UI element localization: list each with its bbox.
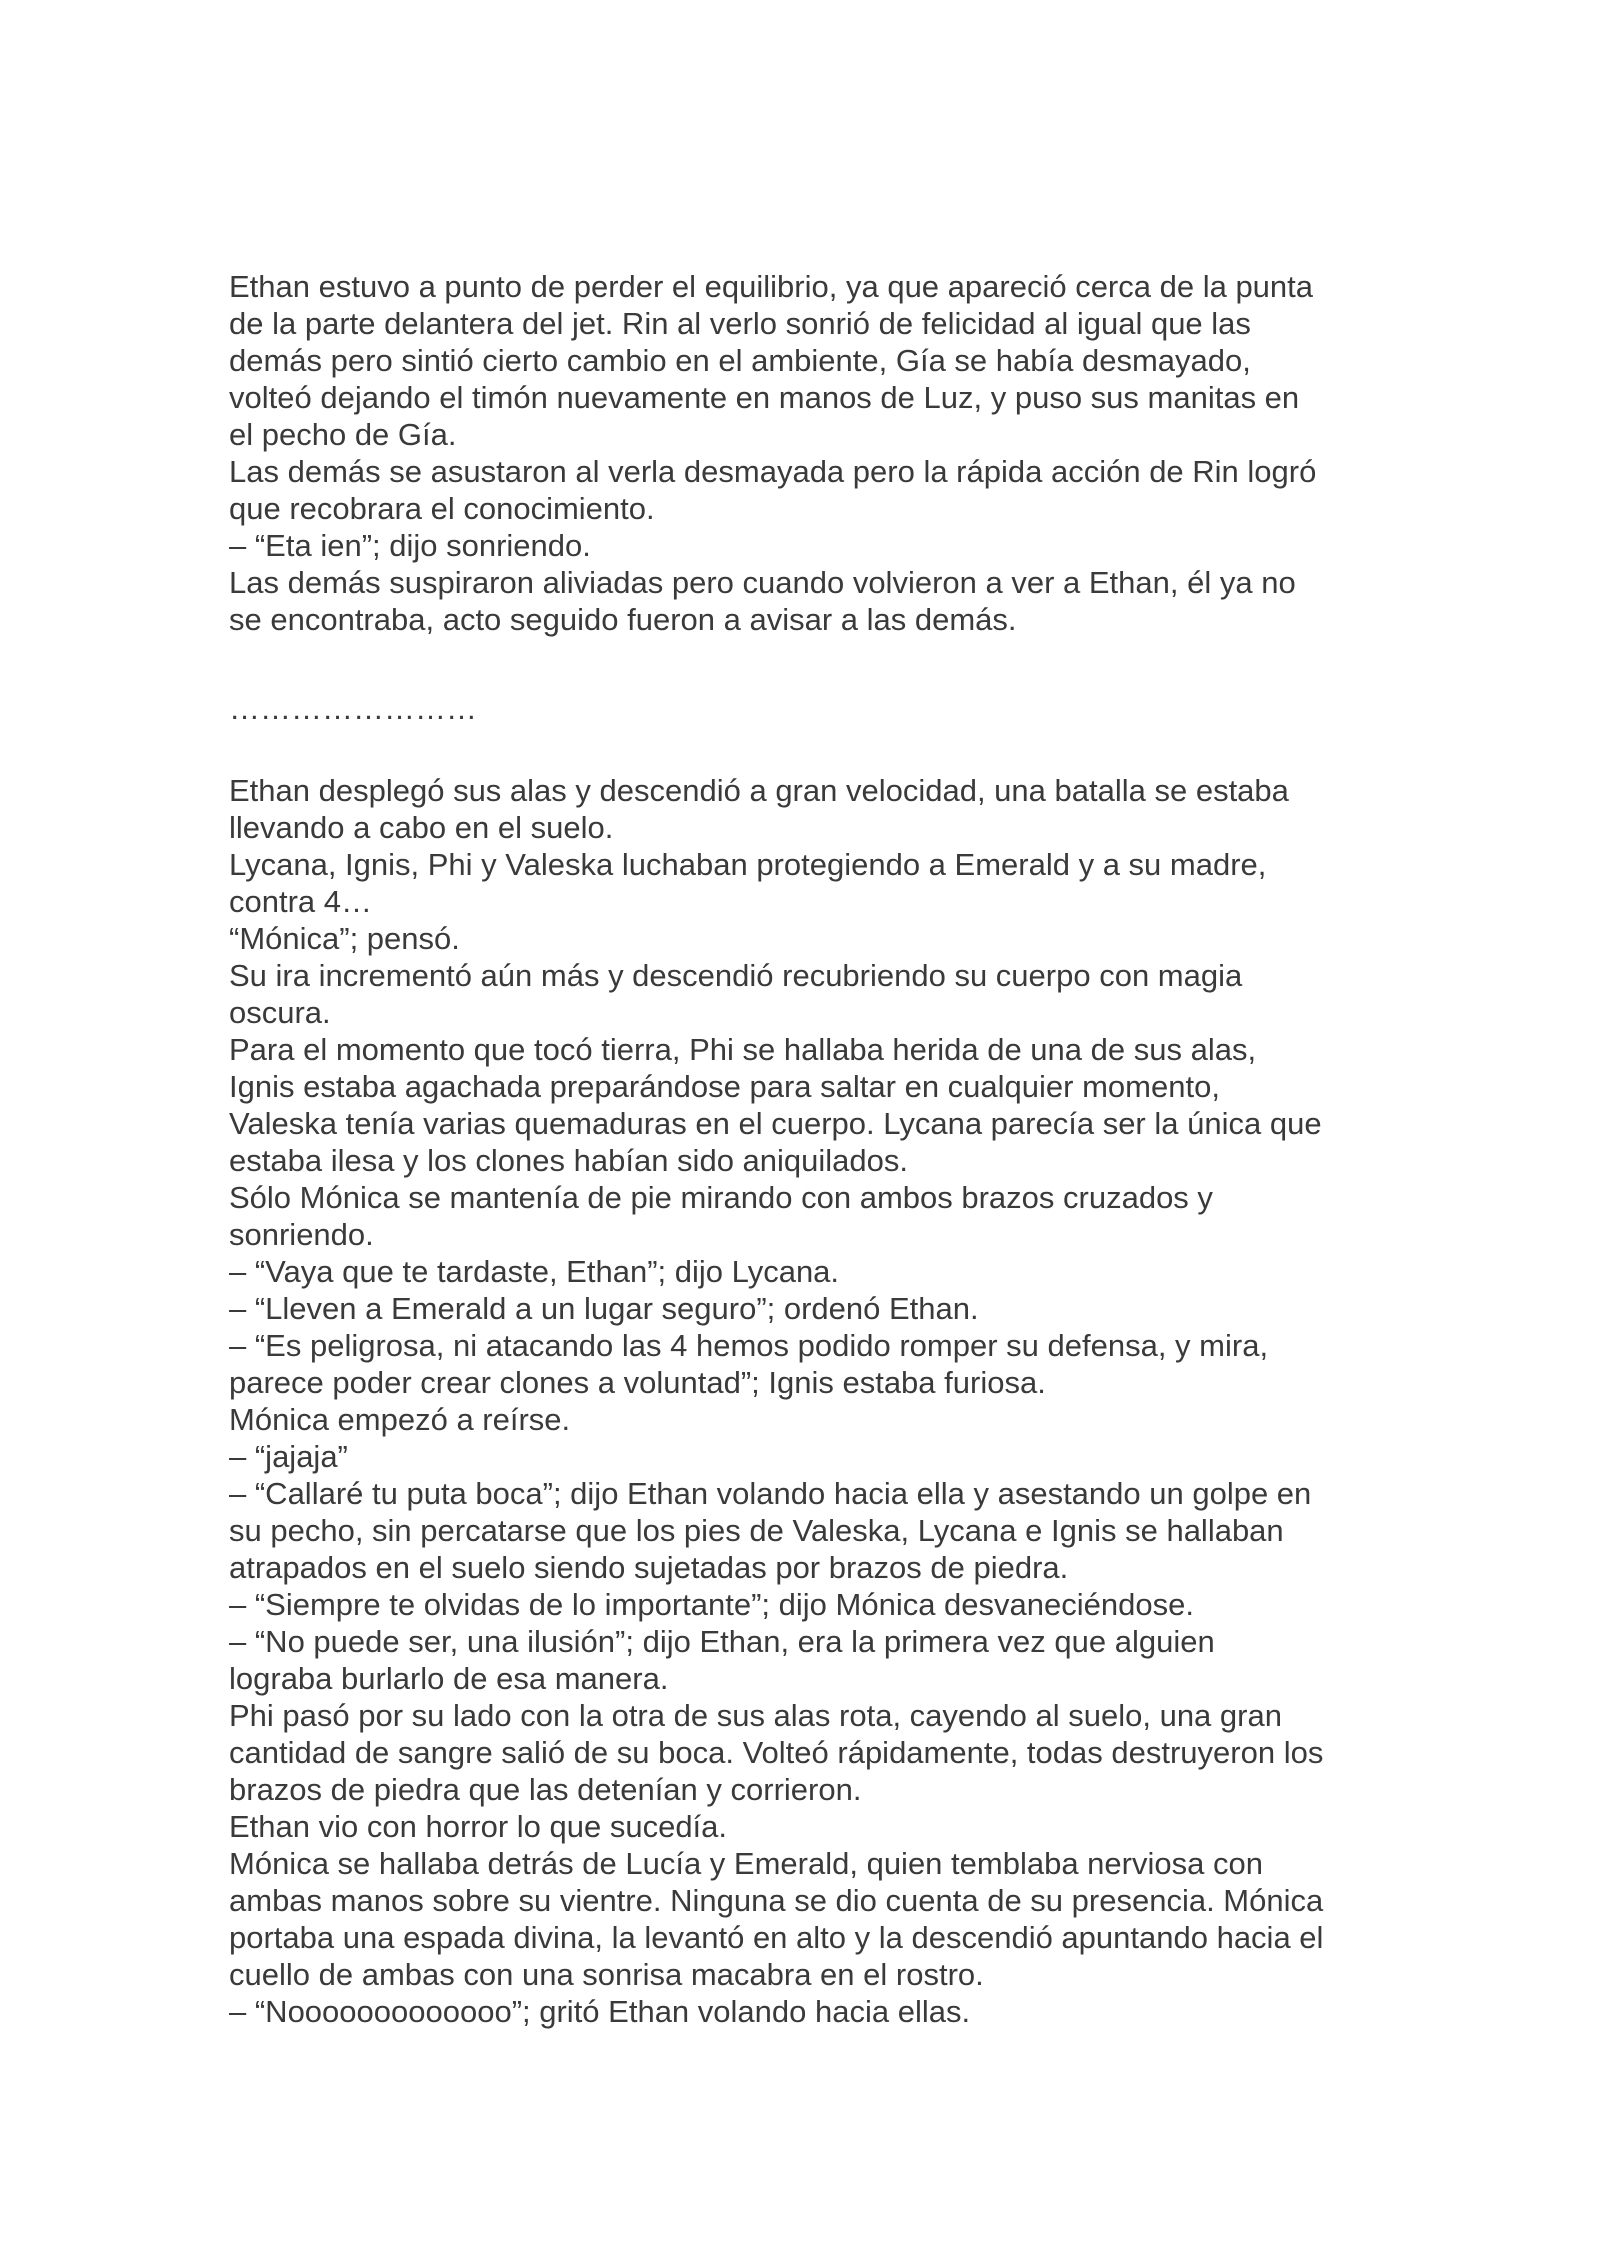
text-line: Mónica se hallaba detrás de Lucía y Emerald, quien temblaba nerviosa con [229, 1846, 1263, 1881]
text-line: – “No puede ser, una ilusión”; dijo Ethan, era la primera vez que alguien [229, 1624, 1215, 1659]
text-line: llevando a cabo en el suelo. [229, 810, 614, 845]
text-line: oscura. [229, 995, 331, 1030]
text-line: Mónica empezó a reírse. [229, 1402, 571, 1437]
text-line: – “Vaya que te tardaste, Ethan”; dijo Lycana. [229, 1254, 840, 1289]
text-line: Las demás se asustaron al verla desmayada pero la rápida acción de Rin logró [229, 454, 1317, 489]
text-line: demás pero sintió cierto cambio en el ambiente, Gía se había desmayado, [229, 343, 1251, 378]
text-line: Ethan estuvo a punto de perder el equilibrio, ya que apareció cerca de la punta [229, 269, 1314, 304]
text-line: Ignis estaba agachada preparándose para saltar en cualquier momento, [229, 1069, 1220, 1104]
text-line: portaba una espada divina, la levantó en alto y la descendió apuntando hacia el [229, 1920, 1324, 1955]
text-line: de la parte delantera del jet. Rin al verlo sonrió de felicidad al igual que las [229, 306, 1251, 341]
text-line: estaba ilesa y los clones habían sido aniquilados. [229, 1143, 909, 1178]
text-line: Ethan desplegó sus alas y descendió a gran velocidad, una batalla se estaba [229, 773, 1289, 808]
text-section-2 [229, 772, 1389, 2030]
text-line: – “jajaja” [229, 1439, 348, 1474]
text-line: sonriendo. [229, 1217, 374, 1252]
text-line: contra 4… [229, 884, 373, 919]
text-line: Su ira incrementó aún más y descendió recubriendo su cuerpo con magia [229, 958, 1243, 993]
section-separator: …………………… [229, 691, 477, 726]
text-line: su pecho, sin percatarse que los pies de Valeska, Lycana e Ignis se hallaban [229, 1513, 1284, 1548]
text-line: – “Siempre te olvidas de lo importante”; dijo Mónica desvaneciéndose. [229, 1587, 1194, 1622]
text-line: cuello de ambas con una sonrisa macabra en el rostro. [229, 1957, 984, 1992]
text-section-1 [229, 268, 1389, 638]
text-line: parece poder crear clones a voluntad”; Ignis estaba furiosa. [229, 1365, 1046, 1400]
text-line: Las demás suspiraron aliviadas pero cuando volvieron a ver a Ethan, él ya no [229, 565, 1296, 600]
text-line: lograba burlarlo de esa manera. [229, 1661, 669, 1696]
text-line: brazos de piedra que las detenían y corrieron. [229, 1772, 862, 1807]
text-line: Valeska tenía varias quemaduras en el cuerpo. Lycana parecía ser la única que [229, 1106, 1322, 1141]
text-line: – “Nooooooooooooo”; gritó Ethan volando hacia ellas. [229, 1994, 971, 2029]
text-line: – “Callaré tu puta boca”; dijo Ethan volando hacia ella y asestando un golpe en [229, 1476, 1312, 1511]
text-line: Sólo Mónica se mantenía de pie mirando con ambos brazos cruzados y [229, 1180, 1213, 1215]
text-line: el pecho de Gía. [229, 417, 457, 452]
text-line: que recobrara el conocimiento. [229, 491, 655, 526]
text-line: “Mónica”; pensó. [229, 921, 460, 956]
text-line: Ethan vio con horror lo que sucedía. [229, 1809, 728, 1844]
text-line: Para el momento que tocó tierra, Phi se hallaba herida de una de sus alas, [229, 1032, 1257, 1067]
text-line: – “Es peligrosa, ni atacando las 4 hemos podido romper su defensa, y mira, [229, 1328, 1269, 1363]
text-line: – “Eta ien”; dijo sonriendo. [229, 528, 591, 563]
text-line: Lycana, Ignis, Phi y Valeska luchaban protegiendo a Emerald y a su madre, [229, 847, 1267, 882]
text-line: cantidad de sangre salió de su boca. Volteó rápidamente, todas destruyeron los [229, 1735, 1324, 1770]
text-line: atrapados en el suelo siendo sujetadas por brazos de piedra. [229, 1550, 1069, 1585]
text-line: – “Lleven a Emerald a un lugar seguro”; ordenó Ethan. [229, 1291, 979, 1326]
text-line: Phi pasó por su lado con la otra de sus alas rota, cayendo al suelo, una gran [229, 1698, 1282, 1733]
text-line: volteó dejando el timón nuevamente en manos de Luz, y puso sus manitas en [229, 380, 1300, 415]
text-line: ambas manos sobre su vientre. Ninguna se dio cuenta de su presencia. Mónica [229, 1883, 1324, 1918]
text-line: se encontraba, acto seguido fueron a avisar a las demás. [229, 602, 1017, 637]
